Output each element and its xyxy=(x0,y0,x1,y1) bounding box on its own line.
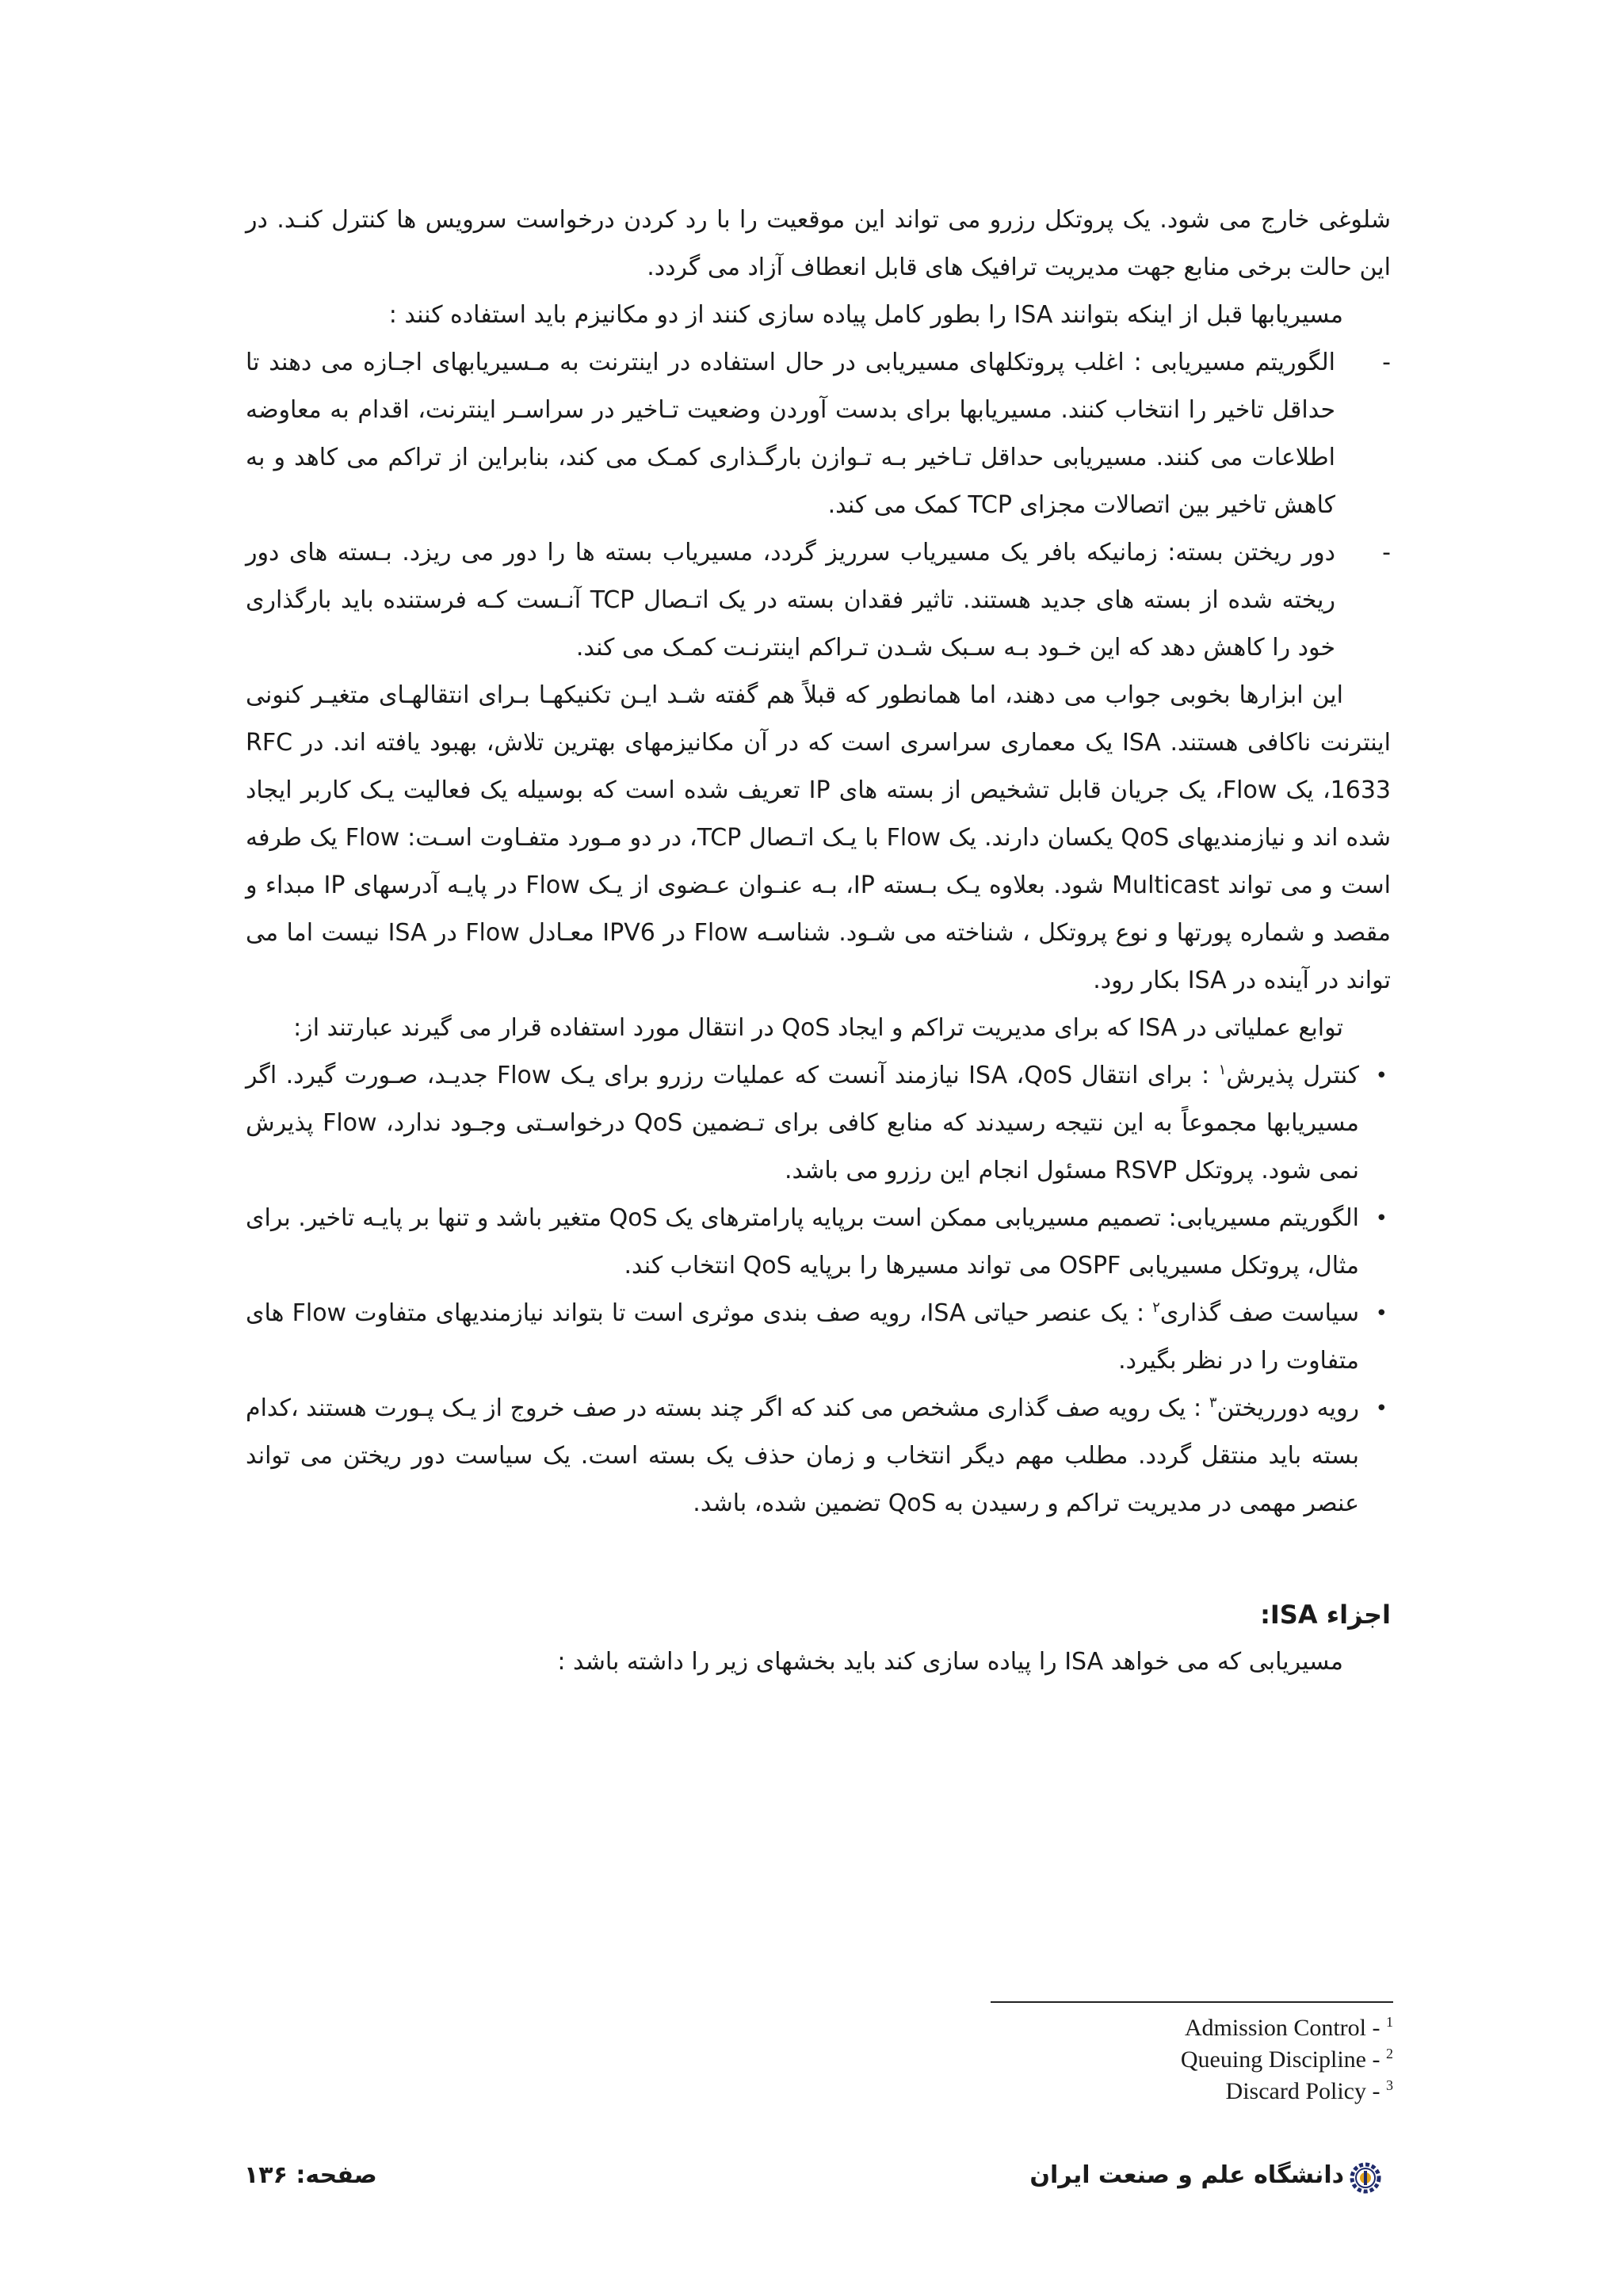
footnote xyxy=(1181,2012,1393,2044)
bullet-text: : یک رویه صف گذاری مشخص می کند که اگر چند بسته در صف خروج از یـک پـورت هستند ،کدام بسته باید منتقل گردد. مطلب مهم دیگر انتخاب و زمان حذف یک بسته است. یک سیاست دور ریختن می تواند عنصر مهمی در مدیریت تراکم و رسیدن به QoS تضمین شده، باشد. xyxy=(246,1394,1359,1517)
footnote xyxy=(1181,2076,1393,2107)
footnote-text: Discard Policy - xyxy=(1225,2078,1386,2104)
paragraph-isa-flow: این ابزارها بخوبی جواب می دهند، اما همانطور که قبلاً هم گفته شـد ایـن تکنیکهـا بـرای انتقالهـای متغیـر کنونی اینترنت ناکافی هستند. ISA یک معماری سراسری است که در آن مکانیزمهای بهترین تلاش، بهبود یافته اند. در RFC 1633، یک Flow، یک جریان قابل تشخیص از بسته های IP تعریف شده است که بوسیله یک فعالیت یـک کاربر ایجاد شده اند و نیازمندیهای QoS یکسان دارند. یک Flow با یـک اتـصال TCP، در دو مـورد متفـاوت اسـت: Flow یک طرفه است و می تواند Multicast شود. بعلاوه یـک بـسته IP، بـه عنـوان عـضوی از یـک Flow در پایـه آدرسهای IP مبداء و مقصد و شماره پورتها و نوع پروتکل ، شناخته می شـود. شناسـه Flow در IPV6 معـادل Flow در ISA نیست اما می تواند در آینده در ISA بکار رود. xyxy=(246,681,1391,994)
bullet-lead: سیاست صف گذاری xyxy=(1159,1299,1360,1327)
footnote-text: Queuing Discipline - xyxy=(1180,2046,1386,2073)
footnote-number: 2 xyxy=(1386,2046,1393,2061)
paragraph-intro: شلوغی خارج می شود. یک پروتکل رزرو می تواند این موقعیت را با رد کردن درخواست سرویس ها کنترل کنـد. در این حالت برخی منابع جهت مدیریت ترافیک های قابل انعطاف آزاد می گردد. xyxy=(246,206,1391,281)
section-heading: اجزاء ISA: xyxy=(1260,1600,1391,1630)
list-item xyxy=(246,1290,1359,1385)
list-item: - الگوریتم مسیریابی : اغلب پروتکلهای مسیریابی در حال استفاده در اینترنت به مـسیریابهای اجـازه می دهند تا حداقل تاخیر را انتخاب کنند. مسیریابها برای بدست آوردن وضعیت تـاخیر در سراسـر اینترنت، اقدام به معاوضه اطلاعات می کنند. مسیریابی حداقل تـاخیر بـه تـوازن بارگـذاری کمـک می کند، بنابراین از تراکم می کاهد و به کاهش تاخیر بین اتصالات مجزای TCP کمک می کند. xyxy=(246,339,1335,529)
main-content xyxy=(246,196,1391,1686)
bullet-lead: الگوریتم مسیریابی: xyxy=(1168,1204,1360,1232)
footnotes xyxy=(1181,2012,1393,2107)
bullet-text: : یک عنصر حیاتی ISA، رویه صف بندی موثری است تا بتواند نیازمندیهای متفاوت Flow های متفاوت را در نظر بگیرد. xyxy=(246,1299,1359,1375)
footnote-number: 3 xyxy=(1386,2077,1393,2093)
footnote-number: 1 xyxy=(1386,2014,1393,2030)
mechanism-list xyxy=(246,339,1391,672)
list-item xyxy=(246,1385,1359,1527)
university-gear-logo-icon xyxy=(1347,2160,1384,2196)
paragraph-components: مسیریابی که می خواهد ISA را پیاده سازی کند باید بخشهای زیر را داشته باشد : xyxy=(557,1648,1343,1676)
bullet-text: تصمیم مسیریابی ممکن است برپایه پارامترهای یک QoS متغیر باشد و تنها بر پایـه تاخیر. برای مثال، پروتکل مسیریابی OSPF می تواند مسیرها را برپایه QoS انتخاب کند. xyxy=(246,1204,1359,1280)
footnote-text: Admission Control - xyxy=(1184,2015,1386,2041)
bullet-text: : برای انتقال ISA ،QoS نیازمند آنست که عملیات رزرو برای یـک Flow جدیـد، صـورت گیرد. اگر مسیریابها مجموعاً به این نتیجه رسیدند که منابع کافی برای تـضمین QoS درخواسـتی وجـود ندارد، Flow پذیرش نمی شود. پروتکل RSVP مسئول انجام این رزرو می باشد. xyxy=(246,1062,1359,1184)
list-item: - دور ریختن بسته: زمانیکه بافر یک مسیریاب سرریز گردد، مسیریاب بسته ها را دور می ریزد. بـسته های دور ریخته شده از بسته های جدید هستند. تاثیر فقدان بسته در یک اتـصال TCP آنـست کـه فرستنده باید بارگذاری خود را کاهش دهد که این خـود بـه سـبک شـدن تـراکم اینترنـت کمـک می کند. xyxy=(246,529,1335,672)
university-name: دانشگاه علم و صنعت ایران xyxy=(1029,2161,1344,2189)
footnote-ref: ۳ xyxy=(1209,1394,1217,1411)
bullet-lead: رویه دورریختن xyxy=(1216,1394,1359,1422)
paragraph-mechanisms: مسیریابها قبل از اینکه بتوانند ISA را بطور کامل پیاده سازی کنند از دو مکانیزم باید استفاده کنند : xyxy=(388,301,1343,329)
page-footer xyxy=(0,2155,1623,2203)
page-number: صفحه: ۱۳۶ xyxy=(244,2161,377,2189)
list-item xyxy=(246,1195,1359,1290)
footnote-ref: ۲ xyxy=(1152,1299,1160,1316)
paragraph-functions: توابع عملیاتی در ISA که برای مدیریت تراکم و ایجاد QoS در انتقال مورد استفاده قرار می گیرند عبارتند از: xyxy=(293,1014,1343,1042)
bullet-lead: کنترل پذیرش xyxy=(1226,1062,1360,1089)
footnote-ref: ۱ xyxy=(1218,1062,1227,1078)
functions-list xyxy=(246,1052,1391,1527)
list-item xyxy=(246,1052,1359,1195)
footnote-divider xyxy=(991,2001,1393,2003)
footnote xyxy=(1181,2044,1393,2076)
